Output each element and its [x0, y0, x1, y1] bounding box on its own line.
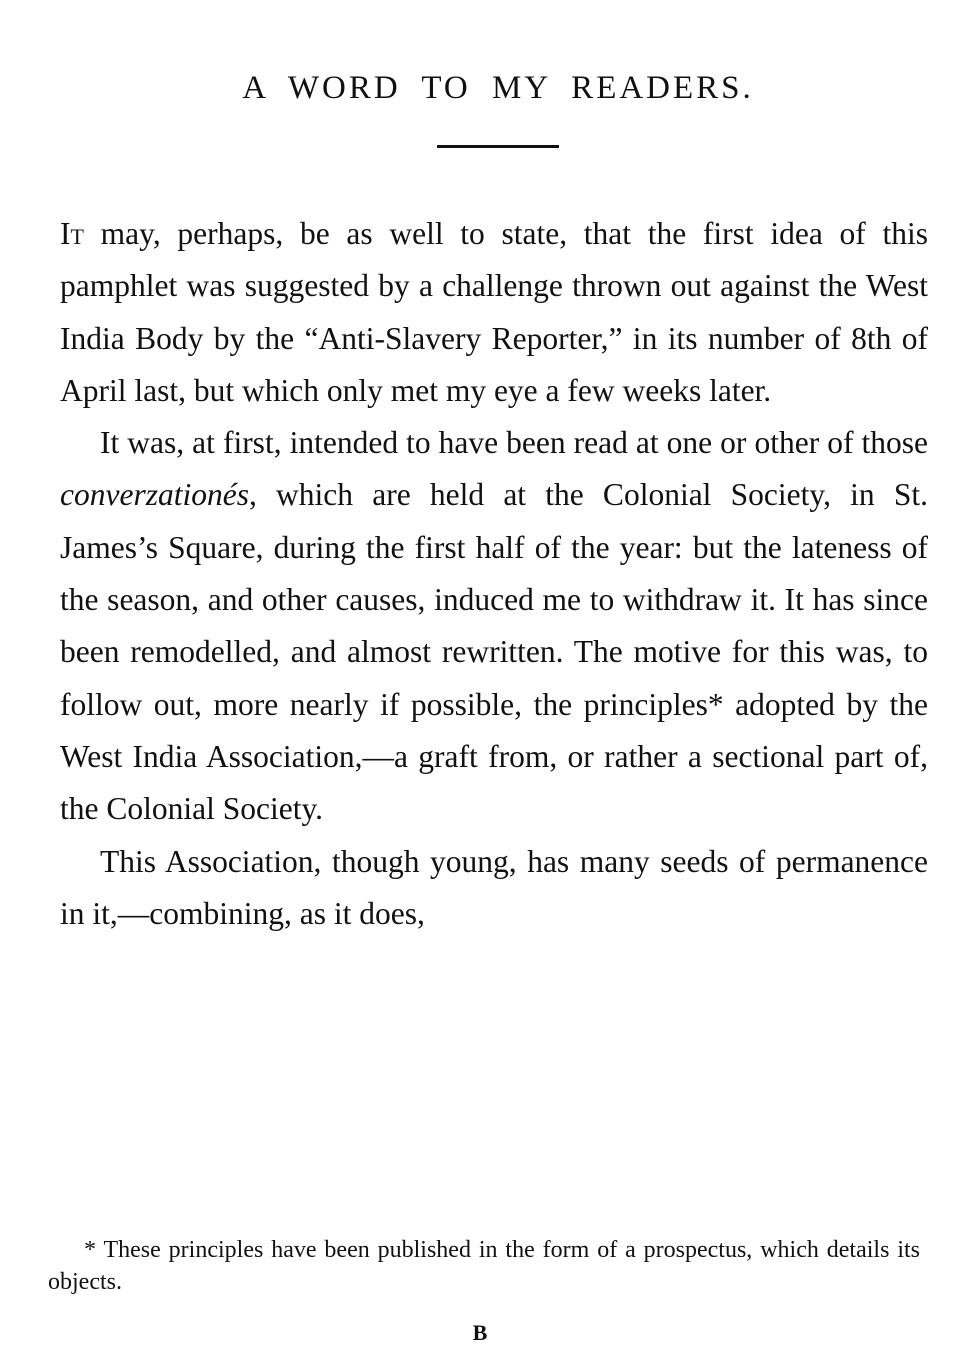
- body-text: [60, 208, 928, 940]
- paragraph-1: [60, 208, 928, 417]
- paragraph-3: [60, 836, 928, 941]
- paragraph-2: [60, 417, 928, 835]
- signature-mark: B: [472, 1320, 488, 1345]
- paragraph-2-italic-term: converzationés: [60, 477, 249, 513]
- paragraph-2-text-end: , which are held at the Colonial Society, in St. James’s Square, during the first half of the year: but the lateness of the season, and other causes, induced me to withdraw it. It has since been remodelled, and almost rewritten. The motive for this was, to follow out, more nearly if possible, the principles* adopted by the West India Association,—a graft from, or rather a sectional part of, the Colonial Society.: [60, 477, 928, 827]
- footnote: * These principles have been published in the form of a prospectus, which details its objects.: [48, 1237, 920, 1295]
- paragraph-3-text: This Association, though young, has many seeds of permanence in it,—combining, as it does,: [60, 843, 928, 931]
- paragraph-1-lead: It: [60, 216, 84, 251]
- title-divider-rule: [437, 145, 559, 148]
- paragraph-2-text-start: It was, at first, intended to have been read at one or other of those: [100, 425, 928, 461]
- page-title: A WORD TO MY READERS.: [242, 70, 754, 107]
- paragraph-1-text: may, perhaps, be as well to state, that the first idea of this pamphlet was suggested by a challenge thrown out against the West India Body by the “Anti-Slavery Reporter,” in its number of 8th of April last, but which only met my eye a few weeks later.: [60, 216, 928, 408]
